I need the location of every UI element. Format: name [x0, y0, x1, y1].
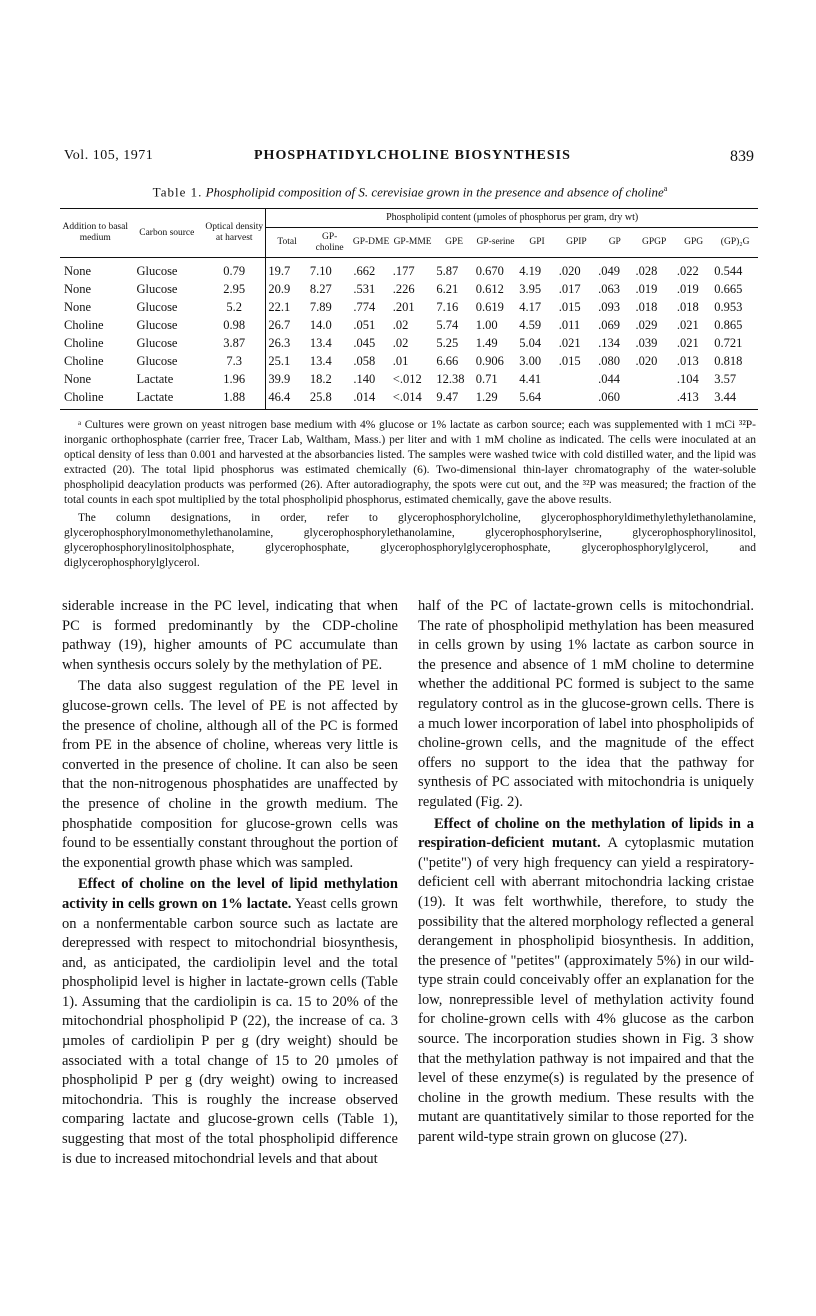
paragraph-text: Yeast cells grown on a nonfermentable carbon source such as lactate are derepressed with respect to mitochondrial biosynthesis, and, as anticipated, the cardiolipin level and the total phospholipid level is higher in lactate-grown cells (Table 1). Assuming that the cardiolipin is ca. 15 to 20% of the mitochondrial phospholipid P (22), the increase of ca. 3 µmoles of cardiolipin P per g (dry weight) should be associated with a total change of 15 to 20 µmoles of phospholipid P per g (dry weight) owing to increased mitochondria. This is roughly the increase observed comparing lactate and glucose-grown cells (Table 1), suggesting that most of the total phospholipid difference is due to increased mitochondrial levels and that about: [62, 895, 399, 1167]
table-cell: .019: [635, 281, 658, 296]
table-cell: 19.7: [268, 263, 291, 278]
table-cell: 3.57: [714, 371, 737, 386]
table-cell: .013: [676, 353, 699, 368]
table-row: [60, 316, 758, 334]
table-cell: 25.8: [309, 389, 332, 404]
paragraph: The data also suggest regulation of the PE level in glucose-grown cells. The level of PE is not affected by the presence of choline, although all of the PC is formed from PE in the absence of choline, whereas very little is converted in the presence of choline. It can also be seen that the non-nitrogenous phosphatides are unaffected by the presence of choline in the growth medium. The phosphatide composition for glucose-grown cells was found to be essentially constant throughout the portion of the exponential growth phase which was sampled.: [62, 678, 398, 871]
table-cell: 7.89: [309, 299, 332, 314]
table-cell: .044: [598, 371, 620, 386]
table-cell: .662: [353, 263, 376, 278]
table-cell: 0.953: [714, 299, 743, 314]
table-cell: 5.87: [436, 263, 459, 278]
column-header: GPI: [529, 237, 545, 247]
table-cell: .028: [635, 263, 658, 278]
table-cell: 26.3: [268, 335, 291, 350]
table-cell: 12.38: [436, 371, 465, 386]
paragraph: [62, 875, 398, 1169]
phospholipid-table: [60, 208, 758, 410]
column-header: GP-choline: [315, 231, 344, 253]
table-cell: .226: [392, 281, 415, 296]
table-row: [60, 370, 758, 388]
table-cell: .201: [392, 299, 415, 314]
table-cell: 1.29: [475, 389, 498, 404]
table-cell: 1.88: [203, 388, 266, 410]
table-cell: None: [64, 263, 92, 278]
column-header: GP-serine: [476, 237, 515, 247]
table-label: Table 1.: [152, 184, 203, 200]
table-cell: 0.98: [203, 316, 266, 334]
table-cell: .014: [353, 389, 376, 404]
table-cell: .020: [558, 263, 581, 278]
table-cell: 5.64: [519, 389, 542, 404]
table-caption: [60, 184, 760, 200]
table-cell: 9.47: [436, 389, 459, 404]
table-cell: Glucose: [136, 335, 178, 350]
running-title: PHOSPHATIDYLCHOLINE BIOSYNTHESIS: [254, 148, 571, 163]
column-header: Total: [277, 237, 297, 247]
section-heading: Effect of choline on the methylation of lipids in a respiration-deficient mutant.: [418, 815, 754, 852]
table-cell: 0.612: [475, 281, 504, 296]
column-header: GP-MME: [393, 237, 432, 247]
table-cell: .140: [353, 371, 376, 386]
table-caption-text: Phospholipid composition of S. cerevisiae grown in the presence and absence of choline: [205, 184, 664, 200]
table-cell: .020: [635, 353, 658, 368]
table-cell: 6.66: [436, 353, 459, 368]
table-cell: Choline: [64, 353, 104, 368]
page-number: 839: [730, 148, 754, 165]
table-cell: None: [64, 299, 92, 314]
table-cell: 5.2: [203, 298, 266, 316]
table-cell: 4.59: [519, 317, 542, 332]
table-cell: 13.4: [309, 353, 332, 368]
table-cell: Glucose: [136, 281, 178, 296]
table-cell: .018: [635, 299, 658, 314]
header-addition: Addition to basal medium: [62, 222, 128, 243]
table-cell: 1.00: [475, 317, 498, 332]
table-cell: 0.619: [475, 299, 504, 314]
paragraph: siderable increase in the PC level, indicating that when PC is formed predominantly by the CDP-choline pathway (19), higher amounts of PC accumulate than when synthesis occurs solely by the methylation of PE.: [62, 598, 398, 673]
table-cell: .01: [392, 353, 409, 368]
table-cell: <.012: [392, 371, 422, 386]
table-cell: .531: [353, 281, 376, 296]
table-cell: 0.906: [475, 353, 504, 368]
table-cell: .019: [676, 281, 699, 296]
table-cell: .413: [676, 389, 699, 404]
table-cell: Choline: [64, 335, 104, 350]
table-cell: [633, 388, 674, 410]
table-cell: 0.665: [714, 281, 743, 296]
table-cell: .049: [598, 263, 620, 278]
table-cell: Glucose: [136, 263, 178, 278]
column-header: GPG: [684, 237, 704, 247]
table-cell: Glucose: [136, 299, 178, 314]
table-cell: .069: [598, 317, 620, 332]
paragraph: [418, 815, 754, 1148]
table-cell: 6.21: [436, 281, 459, 296]
table-cell: 25.1: [268, 353, 291, 368]
table-cell: 22.1: [268, 299, 291, 314]
table-cell: 46.4: [268, 389, 291, 404]
table-cell: .045: [353, 335, 376, 350]
table-cell: 7.10: [309, 263, 332, 278]
table-cell: <.014: [392, 389, 422, 404]
table-cell: None: [64, 281, 92, 296]
column-header: GP: [608, 237, 621, 247]
table-cell: .02: [392, 317, 409, 332]
table-row: [60, 258, 758, 281]
table-cell: Choline: [64, 389, 104, 404]
table-cell: .774: [353, 299, 376, 314]
column-header: GP-DME: [352, 237, 390, 247]
paragraph-text: A cytoplasmic mutation ("petite") of very high frequency can yield a respiratory-deficient cell with aberrant mitochondria lacking cristae (19). It was felt worthwhile, therefore, to study the possibility that the altered morphology reflected a general derangement in phospholipid biosynthesis. In addition, the presence of "petites" (approximately 5%) in our wild-type strain could conceivably offer an explanation for the low, nonrepressible level of methylation activity found for choline-grown cells with 4% glucose as the carbon source. The incorporation studies shown in Fig. 3 show that the methylation pathway is not impaired and that the level of these enzyme(s) is regulated by the presence of choline in the growth medium. These results with the mutant are quantitatively similar to those reported for the parent wild-type strain grown on glucose (27).: [418, 835, 755, 1146]
table-cell: .02: [392, 335, 409, 350]
table-cell: 0.544: [714, 263, 743, 278]
table-cell: 0.865: [714, 317, 743, 332]
table-cell: 14.0: [309, 317, 332, 332]
table-cell: 1.49: [475, 335, 498, 350]
left-column: [62, 597, 398, 1169]
paragraph: half of the PC of lactate-grown cells is mitochondrial. The rate of phospholipid methylation has been measured in cells grown by using 1% lactate as carbon source in the presence and absence of 1 mM choline to determine whether the additional PC formed is subject to the same regulatory control as in the glucose-grown cells. There is a much lower incorporation of label into phospholipids of choline-grown cells, and the magnitude of the effect offers no support to the idea that the pathway for synthesis of PC associated with mitochondria is uniquely regulated (Fig. 2).: [418, 598, 754, 810]
table-cell: .063: [598, 281, 620, 296]
table-cell: .021: [558, 335, 581, 350]
table-cell: 0.79: [203, 258, 266, 281]
footnote-column-designations: The column designations, in order, refer to glycerophosphorylcholine, glycerophosphoryldimethylethylethanolamine, glycerophosphorylmonomethylethanolamine, glycerophosphorylethanolamine, glycerophosphorylserine, glycerophosphorylinositol, glycerophosphorylinositolphosphate, glycerophosphate, glycerophosphorylglycerophosphate, glycerophosphorylglycerol, and diglycerophosphorylglycerol.: [64, 512, 756, 569]
table-row: [60, 388, 758, 410]
footnote-a: ᵃ Cultures were grown on yeast nitrogen base medium with 4% glucose or 1% lactate as carbon source; each was supplemented with 1 mCi ³²P-inorganic orthophosphate (carrier free, Tracer Lab, Waltham, Mass.) per liter and with 1 mM choline as indicated. The cells were inoculated at an optical density of less than 0.001 and harvested at the absorbancies listed. The samples were washed twice with cold distilled water, and the lipid was extracted (20). The total lipid phosphorus was estimated chemically (6). Two-dimensional thin-layer chromatography of the water-soluble phospholipid deacylation products was performed (26). After autoradiography, the spots were cut out, and the ³²P was measured; the fraction of the total counts in each spot multiplied by the total phospholipid phosphorus, estimated chemically, gave the above results.: [64, 419, 756, 506]
table-cell: 5.74: [436, 317, 459, 332]
table-footnotes: [64, 418, 756, 571]
table-cell: [633, 370, 674, 388]
table-cell: 8.27: [309, 281, 332, 296]
table-cell: 0.670: [475, 263, 504, 278]
table-row: [60, 280, 758, 298]
table-cell: .022: [676, 263, 699, 278]
table-cell: 7.16: [436, 299, 459, 314]
right-column: [418, 597, 754, 1148]
table-cell: 18.2: [309, 371, 332, 386]
table-cell: 3.44: [714, 389, 737, 404]
table-cell: .058: [353, 353, 376, 368]
running-header: [64, 148, 754, 168]
table-cell: .134: [598, 335, 620, 350]
table-cell: .017: [558, 281, 581, 296]
table-cell: 0.721: [714, 335, 743, 350]
table-cell: 3.95: [519, 281, 542, 296]
table-row: [60, 334, 758, 352]
table-cell: 5.25: [436, 335, 459, 350]
table-cell: .021: [676, 317, 699, 332]
table-cell: .051: [353, 317, 376, 332]
table-cell: 1.96: [203, 370, 266, 388]
column-header: GPE: [445, 237, 464, 247]
table-cell: 2.95: [203, 280, 266, 298]
table-cell: Lactate: [136, 371, 174, 386]
table-cell: .093: [598, 299, 620, 314]
table-row: [60, 298, 758, 316]
caption-footnote-marker: a: [663, 184, 668, 193]
table-cell: Glucose: [136, 353, 178, 368]
section-heading: Effect of choline on the level of lipid methylation activity in cells grown on 1% lactate.: [62, 876, 398, 912]
table-cell: .015: [558, 353, 581, 368]
table-cell: Lactate: [136, 389, 174, 404]
table-cell: 26.7: [268, 317, 291, 332]
table-cell: [557, 370, 596, 388]
table-cell: 0.71: [475, 371, 498, 386]
column-header: (GP)₂G: [720, 237, 750, 247]
table-cell: .177: [392, 263, 415, 278]
table-cell: .015: [558, 299, 581, 314]
table-cell: 0.818: [714, 353, 743, 368]
volume-label: Vol. 105, 1971: [64, 148, 154, 163]
column-header: GPGP: [642, 237, 667, 247]
header-carbon-source: Carbon source: [139, 227, 195, 238]
table-cell: None: [64, 371, 92, 386]
table-cell: 7.3: [203, 352, 266, 370]
table-cell: .039: [635, 335, 658, 350]
table-cell: .080: [598, 353, 620, 368]
table-cell: 3.87: [203, 334, 266, 352]
table-cell: .060: [598, 389, 620, 404]
table-cell: .018: [676, 299, 699, 314]
table-cell: 20.9: [268, 281, 291, 296]
table-cell: .011: [558, 317, 581, 332]
table-cell: 4.17: [519, 299, 542, 314]
table-cell: 3.00: [519, 353, 542, 368]
table-cell: 5.04: [519, 335, 542, 350]
table-cell: Glucose: [136, 317, 178, 332]
table-cell: 4.41: [519, 371, 542, 386]
table-cell: .104: [676, 371, 699, 386]
table-cell: 4.19: [519, 263, 542, 278]
table-cell: Choline: [64, 317, 104, 332]
table-cell: [557, 388, 596, 410]
table-cell: .029: [635, 317, 658, 332]
table-cell: 39.9: [268, 371, 291, 386]
header-optical-density: Optical density at harvest: [203, 209, 266, 258]
header-phospholipid-content: Phospholipid content (µmoles of phosphorus per gram, dry wt): [266, 209, 758, 228]
table-cell: .021: [676, 335, 699, 350]
table-cell: 13.4: [309, 335, 332, 350]
column-header: GPIP: [566, 237, 587, 247]
table-row: [60, 352, 758, 370]
